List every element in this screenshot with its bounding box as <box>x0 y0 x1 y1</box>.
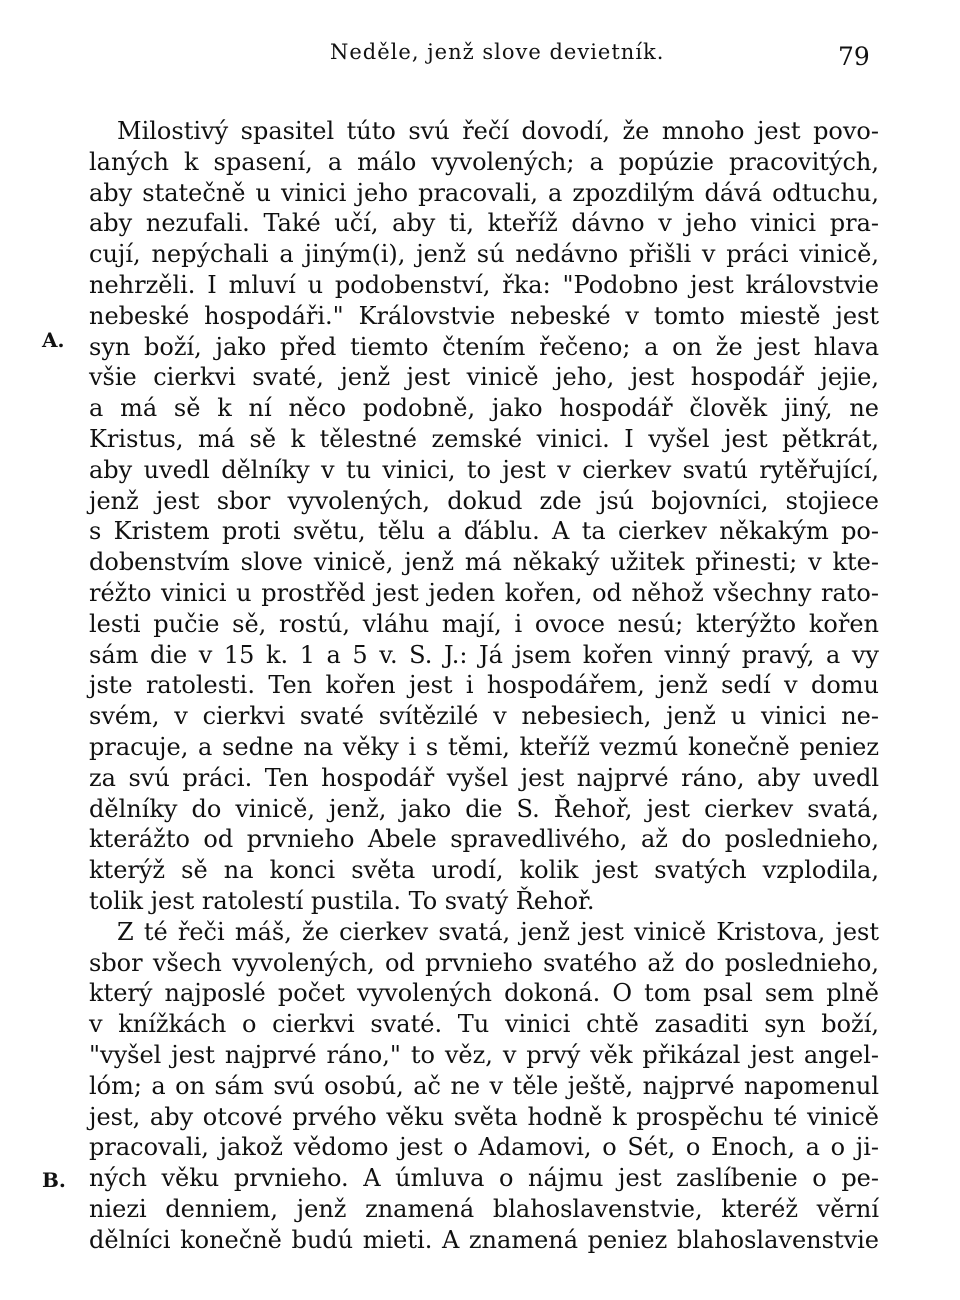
text-line: sbor všech vyvolených, od prvnieho svatého až do poslednieho, <box>89 948 879 977</box>
text-line: v knížkách o cierkvi svaté. Tu vinici chtě zasaditi syn boží, <box>89 1010 879 1039</box>
text-line: a má sě k ní něco podobně, jako hospodář člověk jiný, ne <box>89 394 879 423</box>
text-line: ných věku prvnieho. A úmluva o nájmu jest zaslíbenie o pe- <box>89 1164 879 1193</box>
text-line: laných k spasení, a málo vyvolených; a popúzie pracovitých, <box>89 147 879 176</box>
running-header <box>0 40 960 80</box>
text-line: réžto vinici u prostřěd jest jeden kořen, od něhož všechny rato- <box>89 578 879 607</box>
text-line: který najposlé počet vyvolených dokoná. O tom psal sem plně <box>89 979 879 1008</box>
text-line: kterážto od prvnieho Abele spravedlivého, až do poslednieho, <box>89 825 879 854</box>
paragraph-2 <box>89 917 879 1256</box>
text-line: Z té řeči máš, že cierkev svatá, jenž jest vinicě Kristova, jest <box>117 917 879 946</box>
body-text <box>89 116 879 1255</box>
text-line: lesti pučie sě, rostú, vláhu mají, i ovoce nesú; kterýžto kořen <box>89 609 879 638</box>
page-number: 79 <box>838 42 870 71</box>
margin-note-a: A. <box>42 328 65 352</box>
text-line: niezi denniem, jenž znamená blahoslavenstvie, kteréž věrní <box>89 1194 879 1223</box>
text-line: kterýž sě na konci světa urodí, kolik jest svatých vzplodila, <box>89 856 879 885</box>
text-line: za svú práci. Ten hospodář vyšel jest najprvé ráno, aby uvedl <box>89 763 879 792</box>
text-line: všie cierkvi svaté, jenž jest vinicě jeho, jest hospodář jejie, <box>89 363 879 392</box>
text-line: jenž jest sbor vyvolených, dokud zde jsú bojovníci, stojiece <box>89 486 879 515</box>
text-line: "vyšel jest najprvé ráno," to věz, v prvý věk přikázal jest angel- <box>89 1040 879 1069</box>
text-line: cují, nepýchali a jiným(i), jenž sú nedávno přišli v práci vinicě, <box>89 240 879 269</box>
text-line: aby uvedl dělníky v tu vinici, to jest v cierkev svatú rytěřující, <box>89 455 879 484</box>
text-line: Kristus, má sě k tělestné zemské vinici. I vyšel jest pětkrát, <box>89 424 879 453</box>
text-line: jest, aby otcové prvého věku světa hodně k prospěchu té vinicě <box>89 1102 879 1131</box>
running-title: Neděle, jenž slove devietník. <box>330 40 665 64</box>
text-line: aby nezufali. Také učí, aby ti, kteříž dávno v jeho vinici pra- <box>89 209 879 238</box>
paragraph-1 <box>89 116 879 917</box>
margin-note-b: B. <box>42 1168 66 1192</box>
text-line: pracovali, jakož vědomo jest o Adamovi, o Sét, o Enoch, a o ji- <box>89 1133 879 1162</box>
text-line: lóm; a on sám svú osobú, ač ne v těle ještě, najprvé napomenul <box>89 1071 879 1100</box>
text-line: pracuje, a sedne na věky i s těmi, kteříž vezmú konečně peniez <box>89 732 879 761</box>
text-line: syn boží, jako před tiemto čtením řečeno; a on že jest hlava <box>89 332 879 361</box>
text-line: jste ratolesti. Ten kořen jest i hospodářem, jenž sedí v domu <box>89 671 879 700</box>
text-line: dělníci konečně budú mieti. A znamená peniez blahoslavenstvie <box>89 1225 879 1254</box>
text-line: sám die v 15 k. 1 a 5 v. S. J.: Já jsem kořen vinný pravý, a vy <box>89 640 879 669</box>
text-line: tolik jest ratolestí pustila. To svatý Řehoř. <box>89 886 595 915</box>
text-line: dělníky do vinicě, jenž, jako die S. Řehoř, jest cierkev svatá, <box>89 794 879 823</box>
text-line: svém, v cierkvi svaté svítězilé v nebesiech, jenž u vinici ne- <box>89 702 879 731</box>
text-line: nebeské hospodáři." Královstvie nebeské v tomto miestě jest <box>89 301 879 330</box>
text-line: nehrzěli. I mluví u podobenství, řka: "Podobno jest královstvie <box>89 270 879 299</box>
text-line: Milostivý spasitel túto svú řečí dovodí, že mnoho jest povo- <box>117 117 879 145</box>
text-line: s Kristem proti světu, tělu a ďáblu. A ta cierkev někakým po- <box>89 517 879 546</box>
text-line: aby statečně u vinici jeho pracovali, a zpozdilým dává odtuchu, <box>89 178 879 207</box>
text-line: dobenstvím slove vinicě, jenž má někaký užitek přinesti; v kte- <box>89 548 879 577</box>
